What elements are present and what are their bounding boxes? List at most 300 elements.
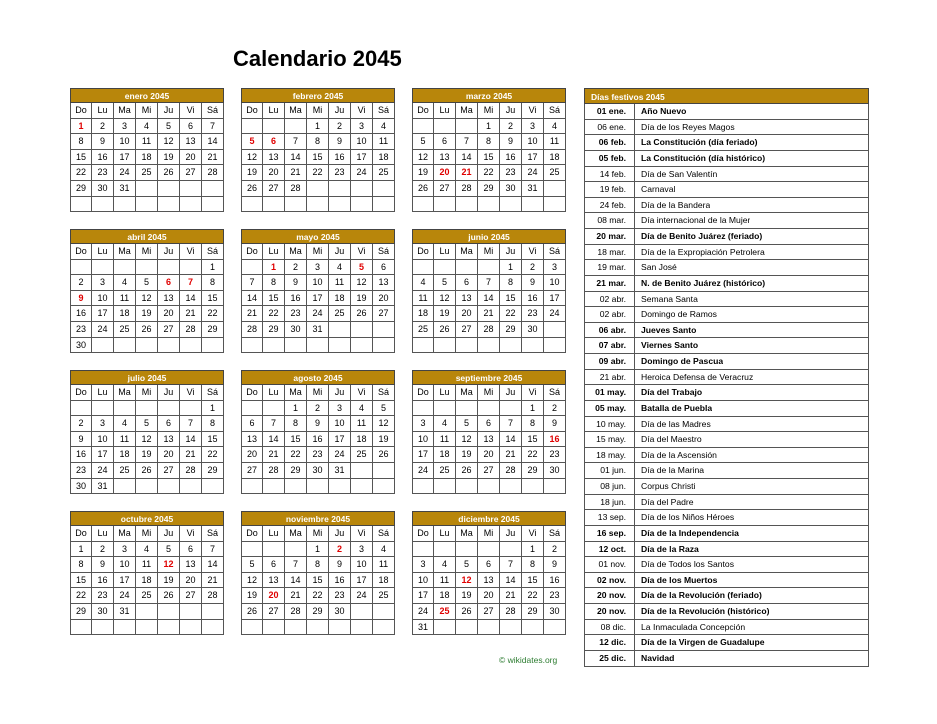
day-cell bbox=[285, 338, 307, 354]
day-cell: 15 bbox=[522, 432, 544, 448]
day-cell: 3 bbox=[329, 401, 351, 417]
day-cell bbox=[307, 338, 329, 354]
day-cell bbox=[412, 401, 434, 417]
day-cell: 13 bbox=[180, 134, 202, 150]
day-cell: 24 bbox=[92, 463, 114, 479]
day-cell: 16 bbox=[307, 432, 329, 448]
day-cell: 10 bbox=[329, 416, 351, 432]
holiday-date: 25 dic. bbox=[585, 651, 635, 666]
holiday-date: 12 dic. bbox=[585, 635, 635, 650]
day-cell: 8 bbox=[285, 416, 307, 432]
day-cell: 14 bbox=[285, 573, 307, 589]
day-cell: 31 bbox=[522, 181, 544, 197]
day-cell: 2 bbox=[329, 542, 351, 558]
day-cell bbox=[544, 181, 566, 197]
day-cell: 21 bbox=[241, 306, 263, 322]
weekday-label: Vi bbox=[522, 244, 544, 260]
day-cell bbox=[351, 181, 373, 197]
day-cell: 18 bbox=[136, 573, 158, 589]
weekday-label: Mi bbox=[307, 103, 329, 119]
holiday-name: Viernes Santo bbox=[641, 340, 699, 351]
day-cell: 23 bbox=[70, 463, 92, 479]
holiday-date: 06 abr. bbox=[585, 323, 635, 338]
holiday-row bbox=[584, 229, 869, 245]
day-cell bbox=[180, 604, 202, 620]
day-cell: 26 bbox=[136, 463, 158, 479]
day-cell: 13 bbox=[478, 432, 500, 448]
day-cell: 14 bbox=[456, 150, 478, 166]
day-cell: 21 bbox=[285, 588, 307, 604]
day-cell: 5 bbox=[241, 557, 263, 573]
day-cell bbox=[263, 197, 285, 213]
month-block bbox=[70, 511, 224, 635]
day-cell bbox=[351, 322, 373, 338]
day-cell: 3 bbox=[412, 416, 434, 432]
day-cell: 27 bbox=[158, 463, 180, 479]
day-cell: 2 bbox=[307, 401, 329, 417]
day-cell: 6 bbox=[478, 557, 500, 573]
holiday-row bbox=[584, 463, 869, 479]
day-cell: 21 bbox=[202, 573, 224, 589]
day-cell: 20 bbox=[180, 573, 202, 589]
holiday-row bbox=[584, 370, 869, 386]
day-cell: 6 bbox=[434, 134, 456, 150]
day-cell bbox=[373, 463, 395, 479]
holiday-row bbox=[584, 354, 869, 370]
month-block bbox=[241, 229, 395, 353]
day-cell: 2 bbox=[329, 119, 351, 135]
weekday-label: Ma bbox=[285, 526, 307, 542]
holiday-date: 01 jun. bbox=[585, 463, 635, 478]
day-cell bbox=[114, 197, 136, 213]
month-header: enero 2045 bbox=[70, 88, 224, 103]
day-cell: 11 bbox=[373, 557, 395, 573]
day-cell: 20 bbox=[263, 588, 285, 604]
day-cell: 8 bbox=[522, 557, 544, 573]
day-cell: 26 bbox=[456, 463, 478, 479]
day-cell: 11 bbox=[136, 134, 158, 150]
holiday-date: 18 may. bbox=[585, 448, 635, 463]
day-cell: 30 bbox=[92, 604, 114, 620]
weekday-label: Vi bbox=[351, 385, 373, 401]
day-cell: 10 bbox=[114, 134, 136, 150]
weekday-label: Sá bbox=[373, 103, 395, 119]
day-cell: 13 bbox=[456, 291, 478, 307]
day-cell: 21 bbox=[202, 150, 224, 166]
day-cell: 30 bbox=[544, 463, 566, 479]
day-cell: 17 bbox=[114, 573, 136, 589]
day-cell: 10 bbox=[307, 275, 329, 291]
month-block bbox=[412, 229, 566, 353]
day-cell: 12 bbox=[456, 573, 478, 589]
holiday-row bbox=[584, 151, 869, 167]
day-cell bbox=[307, 620, 329, 636]
weekday-label: Vi bbox=[351, 103, 373, 119]
day-cell bbox=[114, 260, 136, 276]
day-cell: 11 bbox=[544, 134, 566, 150]
month-block bbox=[412, 370, 566, 494]
day-cell: 18 bbox=[114, 447, 136, 463]
holiday-date: 20 nov. bbox=[585, 604, 635, 619]
day-cell: 22 bbox=[522, 447, 544, 463]
day-cell: 19 bbox=[136, 306, 158, 322]
day-cell: 22 bbox=[307, 165, 329, 181]
day-cell: 15 bbox=[263, 291, 285, 307]
weekday-label: Do bbox=[241, 385, 263, 401]
day-cell: 4 bbox=[412, 275, 434, 291]
day-cell bbox=[456, 401, 478, 417]
day-cell: 3 bbox=[544, 260, 566, 276]
weekday-label: Ju bbox=[329, 526, 351, 542]
day-cell bbox=[241, 620, 263, 636]
holiday-name: Día de San Valentín bbox=[641, 168, 718, 179]
day-cell: 9 bbox=[544, 557, 566, 573]
weekday-label: Lu bbox=[92, 244, 114, 260]
day-cell: 13 bbox=[434, 150, 456, 166]
weekday-label: Ma bbox=[285, 385, 307, 401]
holiday-row bbox=[584, 338, 869, 354]
day-cell: 26 bbox=[158, 165, 180, 181]
day-cell: 31 bbox=[114, 181, 136, 197]
day-cell bbox=[114, 338, 136, 354]
holiday-date: 02 abr. bbox=[585, 292, 635, 307]
day-cell bbox=[241, 479, 263, 495]
weekday-label: Ju bbox=[329, 385, 351, 401]
weekday-label: Lu bbox=[263, 526, 285, 542]
weekday-label: Lu bbox=[263, 385, 285, 401]
day-cell bbox=[434, 338, 456, 354]
day-cell: 24 bbox=[114, 588, 136, 604]
day-cell bbox=[180, 181, 202, 197]
day-cell: 4 bbox=[373, 119, 395, 135]
day-cell: 17 bbox=[114, 150, 136, 166]
day-cell bbox=[500, 542, 522, 558]
weekday-label: Do bbox=[412, 526, 434, 542]
day-cell: 21 bbox=[500, 447, 522, 463]
weekday-label: Vi bbox=[522, 526, 544, 542]
day-cell: 4 bbox=[114, 275, 136, 291]
weekday-label: Lu bbox=[434, 103, 456, 119]
day-cell: 22 bbox=[70, 588, 92, 604]
holiday-date: 18 jun. bbox=[585, 495, 635, 510]
day-cell bbox=[373, 338, 395, 354]
day-cell: 17 bbox=[351, 573, 373, 589]
day-cell bbox=[373, 322, 395, 338]
day-cell: 25 bbox=[434, 604, 456, 620]
holiday-row bbox=[584, 104, 869, 120]
day-cell: 10 bbox=[92, 291, 114, 307]
day-cell: 15 bbox=[70, 573, 92, 589]
day-cell bbox=[136, 479, 158, 495]
day-cell: 22 bbox=[307, 588, 329, 604]
day-cell bbox=[241, 260, 263, 276]
day-cell bbox=[522, 338, 544, 354]
day-cell: 25 bbox=[351, 447, 373, 463]
day-cell: 31 bbox=[329, 463, 351, 479]
day-cell bbox=[478, 260, 500, 276]
holiday-row bbox=[584, 120, 869, 136]
day-cell bbox=[478, 401, 500, 417]
day-cell bbox=[241, 197, 263, 213]
day-cell: 3 bbox=[412, 557, 434, 573]
weekday-label: Mi bbox=[136, 103, 158, 119]
day-cell: 1 bbox=[70, 119, 92, 135]
holiday-name: Carnaval bbox=[641, 184, 676, 195]
day-cell: 2 bbox=[285, 260, 307, 276]
day-cell: 19 bbox=[158, 573, 180, 589]
day-cell: 21 bbox=[285, 165, 307, 181]
day-cell: 19 bbox=[456, 588, 478, 604]
weekday-label: Vi bbox=[180, 526, 202, 542]
holiday-name: Día del Trabajo bbox=[641, 387, 703, 398]
weekday-label: Ma bbox=[456, 385, 478, 401]
day-cell bbox=[329, 197, 351, 213]
day-cell: 16 bbox=[92, 150, 114, 166]
day-cell bbox=[456, 620, 478, 636]
month-header: mayo 2045 bbox=[241, 229, 395, 244]
day-cell: 6 bbox=[241, 416, 263, 432]
day-cell bbox=[180, 197, 202, 213]
day-cell: 9 bbox=[329, 557, 351, 573]
weekday-label: Lu bbox=[434, 385, 456, 401]
day-cell bbox=[136, 260, 158, 276]
day-cell: 25 bbox=[136, 588, 158, 604]
holiday-row bbox=[584, 651, 869, 667]
day-cell: 7 bbox=[180, 416, 202, 432]
day-cell: 29 bbox=[285, 463, 307, 479]
day-cell bbox=[456, 260, 478, 276]
day-cell: 27 bbox=[158, 322, 180, 338]
weekday-label: Ma bbox=[285, 244, 307, 260]
day-cell bbox=[136, 401, 158, 417]
day-cell bbox=[478, 479, 500, 495]
weekday-label: Mi bbox=[307, 385, 329, 401]
day-cell: 10 bbox=[522, 134, 544, 150]
month-header: junio 2045 bbox=[412, 229, 566, 244]
weekday-label: Sá bbox=[544, 244, 566, 260]
holiday-name: Semana Santa bbox=[641, 293, 698, 304]
day-cell: 7 bbox=[456, 134, 478, 150]
day-cell bbox=[373, 604, 395, 620]
holiday-name: Día de los Muertos bbox=[641, 574, 718, 585]
day-cell bbox=[263, 620, 285, 636]
holiday-row bbox=[584, 573, 869, 589]
day-cell: 3 bbox=[307, 260, 329, 276]
day-cell: 30 bbox=[522, 322, 544, 338]
day-cell: 27 bbox=[373, 306, 395, 322]
day-cell bbox=[180, 260, 202, 276]
day-cell bbox=[500, 401, 522, 417]
holiday-name: La Constitución (día feriado) bbox=[641, 137, 758, 148]
day-cell: 15 bbox=[307, 573, 329, 589]
day-cell bbox=[544, 338, 566, 354]
day-cell bbox=[434, 620, 456, 636]
day-cell bbox=[202, 181, 224, 197]
day-cell: 7 bbox=[285, 134, 307, 150]
day-cell bbox=[136, 338, 158, 354]
holiday-date: 02 nov. bbox=[585, 573, 635, 588]
day-cell: 28 bbox=[500, 604, 522, 620]
day-cell: 3 bbox=[351, 119, 373, 135]
day-cell: 14 bbox=[202, 134, 224, 150]
day-cell: 17 bbox=[329, 432, 351, 448]
day-cell: 19 bbox=[412, 165, 434, 181]
month-header: abril 2045 bbox=[70, 229, 224, 244]
weekday-label: Ju bbox=[500, 244, 522, 260]
day-cell: 21 bbox=[180, 306, 202, 322]
day-cell: 28 bbox=[180, 463, 202, 479]
day-cell: 4 bbox=[329, 260, 351, 276]
day-cell: 24 bbox=[351, 165, 373, 181]
holidays-header: Días festivos 2045 bbox=[584, 88, 869, 104]
weekday-label: Mi bbox=[136, 526, 158, 542]
weekday-label: Do bbox=[241, 244, 263, 260]
month-header: octubre 2045 bbox=[70, 511, 224, 526]
month-header: septiembre 2045 bbox=[412, 370, 566, 385]
day-cell: 8 bbox=[500, 275, 522, 291]
day-cell: 9 bbox=[500, 134, 522, 150]
day-cell: 30 bbox=[329, 604, 351, 620]
day-cell: 20 bbox=[241, 447, 263, 463]
day-cell bbox=[478, 542, 500, 558]
day-cell bbox=[180, 620, 202, 636]
day-cell bbox=[434, 542, 456, 558]
day-cell: 26 bbox=[136, 322, 158, 338]
holiday-name: Día de la Revolución (feriado) bbox=[641, 590, 762, 601]
day-cell: 19 bbox=[158, 150, 180, 166]
day-cell: 15 bbox=[285, 432, 307, 448]
day-cell: 27 bbox=[180, 165, 202, 181]
day-cell bbox=[373, 197, 395, 213]
day-cell: 9 bbox=[329, 134, 351, 150]
weekday-label: Mi bbox=[136, 244, 158, 260]
day-cell bbox=[434, 479, 456, 495]
day-cell: 6 bbox=[263, 557, 285, 573]
day-cell: 15 bbox=[522, 573, 544, 589]
day-cell bbox=[180, 401, 202, 417]
day-cell: 27 bbox=[478, 463, 500, 479]
day-cell: 8 bbox=[263, 275, 285, 291]
day-cell: 27 bbox=[478, 604, 500, 620]
weekday-label: Sá bbox=[202, 385, 224, 401]
holiday-row bbox=[584, 245, 869, 261]
day-cell: 30 bbox=[500, 181, 522, 197]
day-cell: 23 bbox=[307, 447, 329, 463]
day-cell bbox=[500, 338, 522, 354]
day-cell: 13 bbox=[373, 275, 395, 291]
day-cell: 1 bbox=[202, 401, 224, 417]
day-cell bbox=[351, 604, 373, 620]
day-cell: 23 bbox=[92, 165, 114, 181]
day-cell: 17 bbox=[412, 588, 434, 604]
day-cell: 5 bbox=[158, 119, 180, 135]
weekday-label: Mi bbox=[478, 244, 500, 260]
day-cell bbox=[70, 401, 92, 417]
day-cell: 7 bbox=[180, 275, 202, 291]
day-cell: 10 bbox=[351, 557, 373, 573]
holiday-name: Año Nuevo bbox=[641, 106, 687, 116]
day-cell: 1 bbox=[478, 119, 500, 135]
weekday-label: Vi bbox=[180, 103, 202, 119]
weekday-label: Ju bbox=[158, 103, 180, 119]
day-cell: 12 bbox=[351, 275, 373, 291]
day-cell bbox=[180, 479, 202, 495]
holiday-name: Día de Benito Juárez (feriado) bbox=[641, 231, 763, 241]
weekday-label: Sá bbox=[202, 526, 224, 542]
day-cell bbox=[202, 479, 224, 495]
day-cell: 11 bbox=[136, 557, 158, 573]
holiday-name: Batalla de Puebla bbox=[641, 402, 713, 413]
day-cell: 13 bbox=[241, 432, 263, 448]
day-cell: 21 bbox=[180, 447, 202, 463]
day-cell: 2 bbox=[544, 542, 566, 558]
day-cell: 12 bbox=[412, 150, 434, 166]
day-cell: 10 bbox=[544, 275, 566, 291]
day-cell: 4 bbox=[136, 542, 158, 558]
day-cell: 6 bbox=[263, 134, 285, 150]
day-cell bbox=[263, 542, 285, 558]
weekday-label: Lu bbox=[434, 526, 456, 542]
day-cell: 16 bbox=[70, 306, 92, 322]
day-cell bbox=[263, 338, 285, 354]
day-cell bbox=[351, 620, 373, 636]
day-cell: 8 bbox=[307, 557, 329, 573]
day-cell: 25 bbox=[136, 165, 158, 181]
day-cell bbox=[136, 620, 158, 636]
holiday-row bbox=[584, 182, 869, 198]
day-cell: 6 bbox=[180, 119, 202, 135]
day-cell: 27 bbox=[263, 181, 285, 197]
holiday-name: Día de las Madres bbox=[641, 418, 711, 429]
day-cell bbox=[544, 197, 566, 213]
day-cell: 26 bbox=[373, 447, 395, 463]
holiday-row bbox=[584, 635, 869, 651]
page-title: Calendario 2045 bbox=[233, 46, 402, 71]
holiday-date: 14 feb. bbox=[585, 167, 635, 182]
day-cell bbox=[456, 479, 478, 495]
day-cell: 21 bbox=[478, 306, 500, 322]
holiday-date: 07 abr. bbox=[585, 338, 635, 353]
day-cell: 29 bbox=[500, 322, 522, 338]
day-cell: 4 bbox=[373, 542, 395, 558]
day-cell: 14 bbox=[500, 432, 522, 448]
holiday-name: Jueves Santo bbox=[641, 324, 697, 335]
day-cell bbox=[500, 620, 522, 636]
day-cell: 4 bbox=[434, 416, 456, 432]
holiday-date: 02 abr. bbox=[585, 307, 635, 322]
day-cell: 30 bbox=[307, 463, 329, 479]
weekday-label: Vi bbox=[180, 244, 202, 260]
day-cell: 30 bbox=[285, 322, 307, 338]
holiday-date: 21 mar. bbox=[585, 276, 635, 291]
day-cell: 2 bbox=[500, 119, 522, 135]
holiday-date: 20 nov. bbox=[585, 588, 635, 603]
day-cell bbox=[412, 197, 434, 213]
day-cell: 16 bbox=[544, 432, 566, 448]
day-cell: 9 bbox=[70, 432, 92, 448]
weekday-label: Mi bbox=[478, 526, 500, 542]
day-cell: 22 bbox=[285, 447, 307, 463]
month-header: noviembre 2045 bbox=[241, 511, 395, 526]
day-cell: 4 bbox=[351, 401, 373, 417]
day-cell: 31 bbox=[92, 479, 114, 495]
day-cell: 14 bbox=[285, 150, 307, 166]
day-cell: 28 bbox=[285, 604, 307, 620]
day-cell: 20 bbox=[373, 291, 395, 307]
day-cell: 25 bbox=[329, 306, 351, 322]
day-cell: 19 bbox=[241, 588, 263, 604]
footer-credit[interactable]: © wikidates.org bbox=[499, 655, 558, 665]
